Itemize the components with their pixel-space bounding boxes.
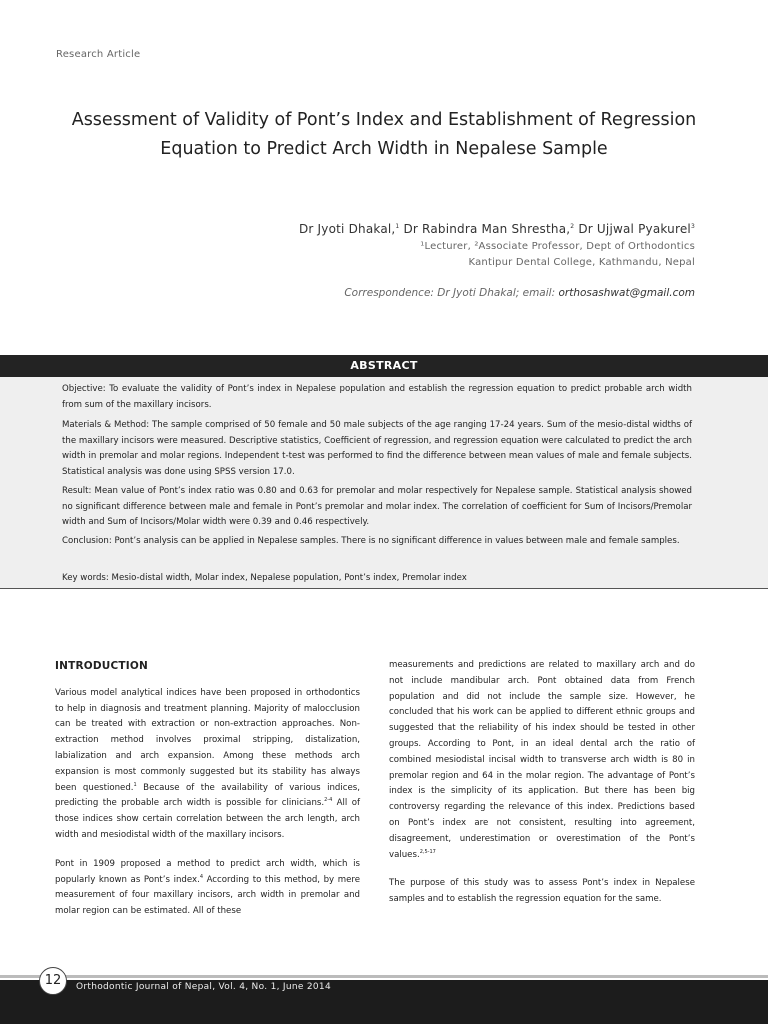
introduction-heading: INTRODUCTION — [55, 660, 148, 672]
left-column — [55, 659, 360, 933]
abstract-conclusion: Conclusion: Pont’s analysis can be applied in Nepalese samples. There is no significant difference in values between male and female samples. — [62, 536, 680, 546]
citation: 2-4 — [324, 797, 333, 804]
affiliation-line-1: ¹Lecturer, ²Associate Professor, Dept of Orthodontics — [420, 241, 695, 252]
right-column — [389, 658, 695, 921]
intro-paragraph-2: Pont in 1909 proposed a method to predict arch width, which is popularly known as Pont’s index.$^4$ According to this method, by mere measurement of four maxillary incisors, arch width in premolar and molar region can be estimated. All of these — [55, 858, 360, 917]
intro-paragraph-4: The purpose of this study was to assess Pont’s index in Nepalese samples and to establish the regression equation for the same. — [389, 878, 695, 905]
abstract-heading: ABSTRACT — [0, 355, 768, 377]
footer-divider — [0, 975, 768, 978]
author-3: Dr Ujjwal Pyakurel — [574, 222, 691, 236]
abstract-keywords: Key words: Mesio-distal width, Molar index, Nepalese population, Pont’s index, Premolar index — [62, 573, 467, 583]
article-type-label: Research Article — [56, 49, 141, 60]
page-number: 12 — [39, 967, 67, 995]
abstract-box — [0, 377, 768, 589]
correspondence-label: Correspondence: Dr Jyoti Dhakal; email: — [344, 287, 559, 299]
title-line-1: Assessment of Validity of Pont’s Index and Establishment of Regression — [71, 110, 697, 130]
author-2: Dr Rabindra Man Shrestha, — [399, 222, 571, 236]
abstract-methods: Materials & Method: The sample comprised of 50 female and 50 male subjects of the age ranging 17-24 years. Sum of the mesio-distal widths of the maxillary incisors were measured. Descriptive statistics, Coefficient of regression, and regression equation were calculated to predict the arch width in premolar and molar regions. Independent t-test was performed to find the difference between mean values of male and female subjects. Statistical analysis was done using SPSS version 17.0. — [62, 420, 692, 477]
article-title — [40, 106, 728, 164]
abstract-result: Result: Mean value of Pont’s index ratio was 0.80 and 0.63 for premolar and molar respectively for Nepalese sample. Statistical analysis showed no significant difference between male and female in Pont’s premolar and molar index. The correlation of coefficient for Sum of Incisors/Premolar width and Sum of Incisors/Molar width were 0.39 and 0.46 respectively. — [62, 486, 692, 527]
author-list: Dr Jyoti Dhakal,$^1$ Dr Rabindra Man Shrestha,$^2$ Dr Ujjwal Pyakurel$^3$ — [298, 222, 695, 236]
affiliation-line-2: Kantipur Dental College, Kathmandu, Nepal — [468, 257, 695, 268]
citation: 2,5-17 — [419, 848, 436, 855]
intro-paragraph-3: measurements and predictions are related to maxillary arch and do not include mandibular arch. Pont obtained data from French population and did not include the sample size. However, he concluded that his work can be applied to different ethnic groups and suggested that the reliability of his index should be tested in other groups. According to Pont, in an ideal dental arch the ratio of combined mesiodistal incisal width to transverse arch width is 80 in premolar region and 64 in the molar region. The advantage of Pont’s index is the simplicity of its application. But there has been big controversy regarding the relevance of this index. Predictions based on Pont’s index are not consistent, resulting into agreement, disagreement, underestimation or overestimation of the Pont’s values.$^{2,5-17}$ — [389, 660, 695, 860]
citation: 4 — [199, 873, 204, 880]
author-1: Dr Jyoti Dhakal, — [298, 222, 396, 236]
citation: 1 — [133, 781, 137, 788]
correspondence-email[interactable]: orthosashwat@gmail.com — [558, 287, 695, 299]
intro-paragraph-1: Various model analytical indices have been proposed in orthodontics to help in diagnosis and treatment planning. Majority of malocclusion can be treated with extraction or non-extraction approaches. Non-extraction method involves proximal stripping, distalization, labialization and arch expansion. Among these methods arch expansion is most commonly suggested but its stability has always been questioned.$^1$ Because of the availability of various indices, predicting the probable arch width is possible for clinicians.$^{2-4}$ All of those indices show certain correlation between the arch length, arch width and mesiodistal width of the maxillary incisors. — [55, 687, 360, 840]
abstract-objective: Objective: To evaluate the validity of Pont’s index in Nepalese population and establish the regression equation to predict probable arch width from sum of the maxillary incisors. — [62, 384, 692, 410]
title-line-2: Equation to Predict Arch Width in Nepalese Sample — [160, 139, 608, 159]
journal-citation: Orthodontic Journal of Nepal, Vol. 4, No. 1, June 2014 — [76, 982, 331, 992]
correspondence — [344, 287, 695, 299]
